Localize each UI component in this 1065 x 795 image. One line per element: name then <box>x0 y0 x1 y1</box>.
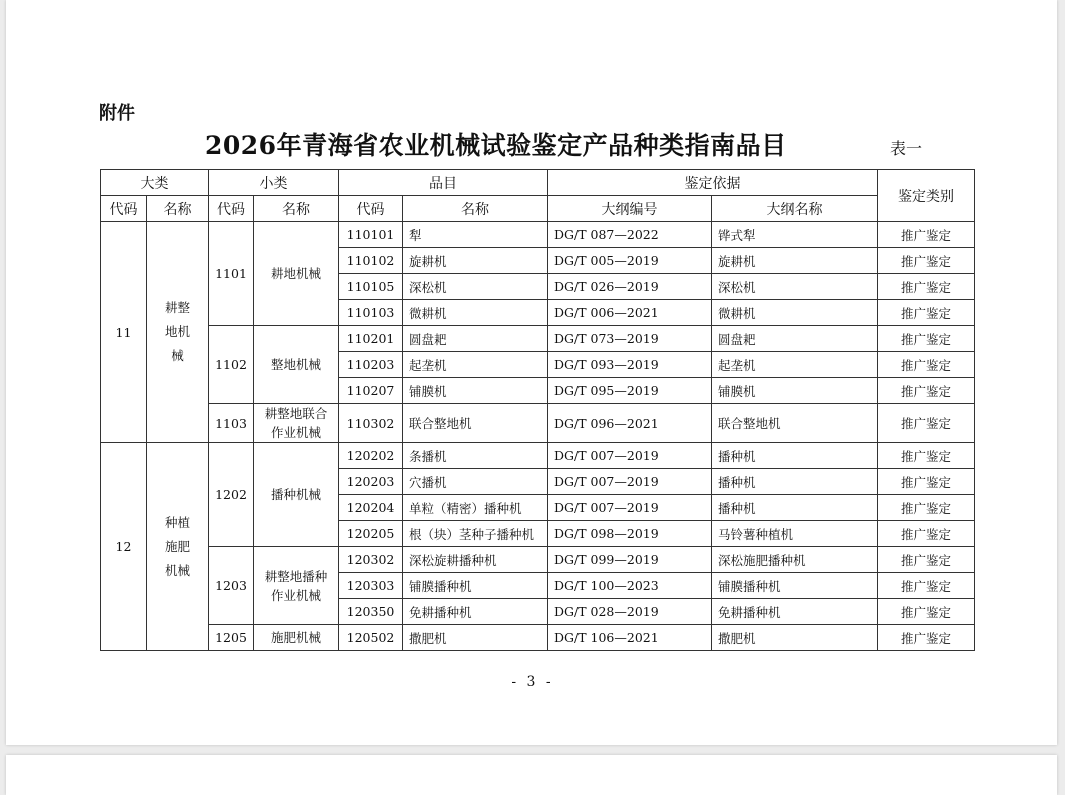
appraisal-type: 推广鉴定 <box>878 599 975 625</box>
item-name: 旋耕机 <box>403 248 548 274</box>
header-row-1 <box>101 170 975 196</box>
item-code: 110302 <box>339 404 403 443</box>
major-code: 12 <box>101 443 147 651</box>
item-code: 120205 <box>339 521 403 547</box>
item-name: 圆盘耙 <box>403 326 548 352</box>
minor-name: 播种机械 <box>254 443 339 547</box>
item-name: 起垄机 <box>403 352 548 378</box>
std-number: DG/T 099—2019 <box>548 547 712 573</box>
item-name: 单粒（精密）播种机 <box>403 495 548 521</box>
std-name: 旋耕机 <box>712 248 878 274</box>
head-std-name: 大纲名称 <box>712 196 878 222</box>
table-row <box>101 404 975 443</box>
head-minor-category: 小类 <box>209 170 339 196</box>
std-number: DG/T 007—2019 <box>548 469 712 495</box>
std-name: 撒肥机 <box>712 625 878 651</box>
appraisal-type: 推广鉴定 <box>878 378 975 404</box>
table-row <box>101 625 975 651</box>
table-row <box>101 547 975 573</box>
item-code: 110101 <box>339 222 403 248</box>
std-number: DG/T 096—2021 <box>548 404 712 443</box>
std-number: DG/T 005—2019 <box>548 248 712 274</box>
std-name: 起垄机 <box>712 352 878 378</box>
std-number: DG/T 026—2019 <box>548 274 712 300</box>
item-code: 120202 <box>339 443 403 469</box>
minor-name: 施肥机械 <box>254 625 339 651</box>
item-name: 深松旋耕播种机 <box>403 547 548 573</box>
minor-code: 1202 <box>209 443 254 547</box>
std-name: 圆盘耙 <box>712 326 878 352</box>
item-name: 条播机 <box>403 443 548 469</box>
catalog-table <box>100 169 975 651</box>
item-code: 120350 <box>339 599 403 625</box>
appraisal-type: 推广鉴定 <box>878 404 975 443</box>
appraisal-type: 推广鉴定 <box>878 443 975 469</box>
item-code: 110201 <box>339 326 403 352</box>
item-code: 110207 <box>339 378 403 404</box>
item-code: 120502 <box>339 625 403 651</box>
minor-code: 1102 <box>209 326 254 404</box>
std-number: DG/T 028—2019 <box>548 599 712 625</box>
head-item-code: 代码 <box>339 196 403 222</box>
std-number: DG/T 095—2019 <box>548 378 712 404</box>
appraisal-type: 推广鉴定 <box>878 352 975 378</box>
item-name: 铺膜机 <box>403 378 548 404</box>
item-name: 免耕播种机 <box>403 599 548 625</box>
head-minor-code: 代码 <box>209 196 254 222</box>
attachment-label: 附件 <box>99 103 135 124</box>
minor-code: 1103 <box>209 404 254 443</box>
head-minor-name: 名称 <box>254 196 339 222</box>
appraisal-type: 推广鉴定 <box>878 326 975 352</box>
std-name: 免耕播种机 <box>712 599 878 625</box>
std-number: DG/T 100—2023 <box>548 573 712 599</box>
item-code: 110102 <box>339 248 403 274</box>
std-name: 深松机 <box>712 274 878 300</box>
document-title: 2026年青海省农业机械试验鉴定产品种类指南品目 <box>205 131 787 160</box>
appraisal-type: 推广鉴定 <box>878 625 975 651</box>
std-number: DG/T 093—2019 <box>548 352 712 378</box>
head-major-name: 名称 <box>147 196 209 222</box>
item-name: 犁 <box>403 222 548 248</box>
std-name: 铧式犁 <box>712 222 878 248</box>
std-number: DG/T 007—2019 <box>548 443 712 469</box>
table-number: 表一 <box>890 139 923 158</box>
std-number: DG/T 007—2019 <box>548 495 712 521</box>
page-number: - 3 - <box>511 674 554 690</box>
minor-code: 1101 <box>209 222 254 326</box>
minor-name: 耕整地播种作业机械 <box>254 547 339 625</box>
item-name: 联合整地机 <box>403 404 548 443</box>
head-item: 品目 <box>339 170 548 196</box>
appraisal-type: 推广鉴定 <box>878 573 975 599</box>
minor-name: 整地机械 <box>254 326 339 404</box>
appraisal-type: 推广鉴定 <box>878 495 975 521</box>
item-name: 铺膜播种机 <box>403 573 548 599</box>
appraisal-type: 推广鉴定 <box>878 521 975 547</box>
std-name: 联合整地机 <box>712 404 878 443</box>
item-code: 110105 <box>339 274 403 300</box>
item-name: 穴播机 <box>403 469 548 495</box>
table-row <box>101 222 975 248</box>
std-name: 播种机 <box>712 443 878 469</box>
item-name: 微耕机 <box>403 300 548 326</box>
std-number: DG/T 098—2019 <box>548 521 712 547</box>
item-code: 110103 <box>339 300 403 326</box>
minor-code: 1205 <box>209 625 254 651</box>
table-row <box>101 326 975 352</box>
head-std-no: 大纲编号 <box>548 196 712 222</box>
head-type: 鉴定类别 <box>878 170 975 222</box>
next-page-edge <box>6 755 1057 795</box>
table-row <box>101 443 975 469</box>
std-name: 播种机 <box>712 495 878 521</box>
head-major-category: 大类 <box>101 170 209 196</box>
std-number: DG/T 106—2021 <box>548 625 712 651</box>
std-number: DG/T 087—2022 <box>548 222 712 248</box>
std-number: DG/T 073—2019 <box>548 326 712 352</box>
major-name: 耕整地机械 <box>147 222 209 443</box>
head-major-code: 代码 <box>101 196 147 222</box>
item-code: 120302 <box>339 547 403 573</box>
header-row-2 <box>101 196 975 222</box>
item-code: 120303 <box>339 573 403 599</box>
std-name: 深松施肥播种机 <box>712 547 878 573</box>
appraisal-type: 推广鉴定 <box>878 248 975 274</box>
appraisal-type: 推广鉴定 <box>878 300 975 326</box>
major-name: 种植施肥机械 <box>147 443 209 651</box>
item-code: 110203 <box>339 352 403 378</box>
appraisal-type: 推广鉴定 <box>878 222 975 248</box>
std-number: DG/T 006—2021 <box>548 300 712 326</box>
appraisal-type: 推广鉴定 <box>878 469 975 495</box>
appraisal-type: 推广鉴定 <box>878 274 975 300</box>
major-code: 11 <box>101 222 147 443</box>
std-name: 铺膜机 <box>712 378 878 404</box>
item-code: 120203 <box>339 469 403 495</box>
item-name: 撒肥机 <box>403 625 548 651</box>
minor-code: 1203 <box>209 547 254 625</box>
item-code: 120204 <box>339 495 403 521</box>
minor-name: 耕地机械 <box>254 222 339 326</box>
item-name: 深松机 <box>403 274 548 300</box>
std-name: 马铃薯种植机 <box>712 521 878 547</box>
item-name: 根（块）茎种子播种机 <box>403 521 548 547</box>
std-name: 铺膜播种机 <box>712 573 878 599</box>
std-name: 微耕机 <box>712 300 878 326</box>
head-basis: 鉴定依据 <box>548 170 878 196</box>
std-name: 播种机 <box>712 469 878 495</box>
minor-name: 耕整地联合作业机械 <box>254 404 339 443</box>
head-item-name: 名称 <box>403 196 548 222</box>
appraisal-type: 推广鉴定 <box>878 547 975 573</box>
